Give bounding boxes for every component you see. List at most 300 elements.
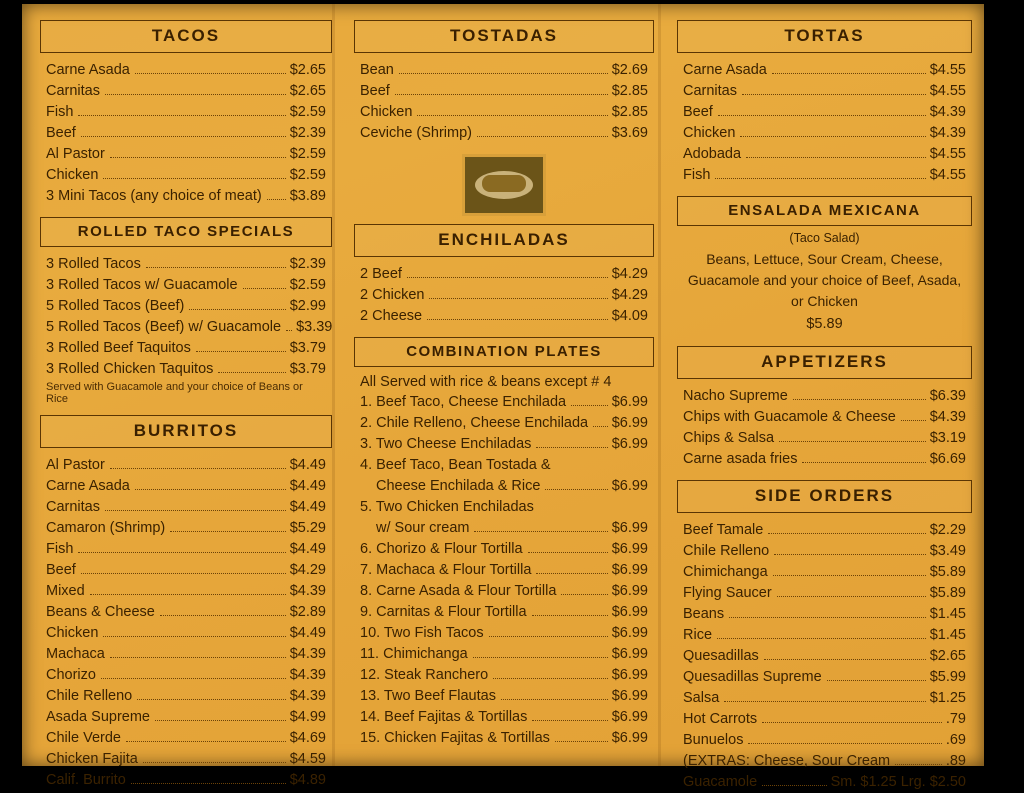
- list-item: [360, 539, 648, 560]
- item-name: 9. Carnitas & Flour Tortilla: [360, 604, 527, 621]
- item-price: $3.89: [289, 188, 326, 205]
- item-name: 6. Chorizo & Flour Tortilla: [360, 541, 523, 558]
- item-price: $4.39: [289, 646, 326, 663]
- leader-dots: [196, 351, 286, 352]
- menu-sheet: [22, 4, 984, 791]
- item-name: Beef: [360, 83, 390, 100]
- leader-dots: [267, 199, 286, 200]
- item-price: $1.45: [929, 606, 966, 623]
- item-price: $4.09: [611, 308, 648, 325]
- section-side-orders: [677, 480, 972, 793]
- list-item: [46, 770, 326, 791]
- item-price: $4.39: [929, 125, 966, 142]
- list-item: [46, 518, 326, 539]
- item-price: $5.89: [929, 564, 966, 581]
- list-item: [360, 497, 648, 518]
- leader-dots: [137, 699, 285, 700]
- item-name: 11. Chimichanga: [360, 646, 468, 663]
- item-name: Mixed: [46, 583, 85, 600]
- list-item: [683, 520, 966, 541]
- list-item: [683, 144, 966, 165]
- item-price: $4.39: [289, 583, 326, 600]
- section-title-tacos: TACOS: [40, 20, 332, 53]
- item-price: $4.49: [289, 499, 326, 516]
- list-item: [683, 386, 966, 407]
- leader-dots: [774, 554, 925, 555]
- leader-dots: [477, 136, 608, 137]
- item-name: (EXTRAS: Cheese, Sour Cream: [683, 753, 891, 770]
- section-rolled-taco-specials: [40, 217, 332, 405]
- item-name: Al Pastor: [46, 146, 105, 163]
- item-name: Beef Tamale: [683, 522, 764, 539]
- item-name: Ceviche (Shrimp): [360, 125, 472, 142]
- fold-line-right: [658, 4, 661, 766]
- item-price: .79: [945, 711, 966, 728]
- leader-dots: [768, 533, 925, 534]
- leader-dots: [473, 657, 608, 658]
- section-ensalada-mexicana: [677, 196, 972, 336]
- item-price: .89: [945, 753, 966, 770]
- list-item: [46, 728, 326, 749]
- section-title-enchiladas: ENCHILADAS: [354, 224, 654, 257]
- list-item: [360, 285, 648, 306]
- section-tortas: [677, 20, 972, 186]
- item-price: $2.39: [289, 256, 326, 273]
- leader-dots: [429, 298, 607, 299]
- list-item: [46, 560, 326, 581]
- item-name: 3 Rolled Tacos w/ Guacamole: [46, 277, 238, 294]
- leader-dots: [793, 399, 926, 400]
- section-title-tortas: TORTAS: [677, 20, 972, 53]
- list-item: [46, 338, 326, 359]
- item-price: $6.69: [929, 451, 966, 468]
- item-price: $4.69: [289, 730, 326, 747]
- item-price: $6.99: [611, 604, 648, 621]
- item-price: $1.25: [929, 690, 966, 707]
- section-tacos: [40, 20, 332, 207]
- leader-dots: [746, 157, 926, 158]
- leader-dots: [762, 785, 826, 786]
- item-price: $6.99: [611, 415, 648, 432]
- item-price: $4.49: [289, 457, 326, 474]
- list-item: [683, 428, 966, 449]
- burritos-list: [40, 455, 332, 791]
- list-item: [683, 165, 966, 186]
- item-name: Beef: [683, 104, 713, 121]
- item-price: $4.99: [289, 709, 326, 726]
- item-name: 2 Cheese: [360, 308, 423, 325]
- leader-dots: [110, 657, 286, 658]
- leader-dots: [779, 441, 926, 442]
- item-name: Chicken Fajita: [46, 751, 138, 768]
- item-price: $2.59: [289, 167, 326, 184]
- item-price: $6.99: [611, 688, 648, 705]
- leader-dots: [395, 94, 608, 95]
- rolled-taco-specials-list: [40, 254, 332, 380]
- leader-dots: [536, 447, 607, 448]
- leader-dots: [135, 489, 286, 490]
- item-price: $2.59: [289, 104, 326, 121]
- list-item: [46, 165, 326, 186]
- item-name: Carne Asada: [46, 478, 130, 495]
- item-price: $4.39: [289, 667, 326, 684]
- leader-dots: [501, 699, 608, 700]
- item-price: $6.99: [611, 520, 648, 537]
- list-item: [46, 665, 326, 686]
- leader-dots: [110, 468, 286, 469]
- list-item: [360, 602, 648, 623]
- item-name: Chile Relleno: [683, 543, 770, 560]
- item-price: $6.99: [611, 625, 648, 642]
- list-item: [683, 583, 966, 604]
- item-price: $6.99: [611, 730, 648, 747]
- item-name: Hot Carrots: [683, 711, 758, 728]
- left-column: [40, 20, 333, 789]
- list-item: [46, 254, 326, 275]
- leader-dots: [286, 330, 292, 331]
- item-name: 12. Steak Ranchero: [360, 667, 489, 684]
- item-price: $4.49: [289, 625, 326, 642]
- item-name: Salsa: [683, 690, 720, 707]
- item-price: $5.89: [929, 585, 966, 602]
- item-price: .69: [945, 732, 966, 749]
- item-name: Flying Saucer: [683, 585, 772, 602]
- leader-dots: [103, 178, 285, 179]
- item-price: $4.49: [289, 478, 326, 495]
- list-item: [46, 317, 333, 338]
- leader-dots: [105, 510, 286, 511]
- leader-dots: [399, 73, 608, 74]
- section-title-burritos: BURRITOS: [40, 415, 332, 448]
- section-enchiladas: [354, 224, 654, 327]
- leader-dots: [715, 178, 925, 179]
- leader-dots: [532, 720, 607, 721]
- fold-line-left: [332, 4, 335, 766]
- item-price: $6.99: [611, 667, 648, 684]
- leader-dots: [474, 531, 607, 532]
- item-name: 2. Chile Relleno, Cheese Enchilada: [360, 415, 589, 432]
- list-item: [683, 449, 966, 470]
- list-item: [46, 686, 326, 707]
- item-name: Chile Verde: [46, 730, 121, 747]
- list-item: [46, 81, 326, 102]
- leader-dots: [777, 596, 926, 597]
- item-name: Carnitas: [683, 83, 737, 100]
- item-price: $4.39: [929, 104, 966, 121]
- leader-dots: [170, 531, 285, 532]
- item-price: $6.99: [611, 541, 648, 558]
- item-name: Carne asada fries: [683, 451, 798, 468]
- list-item: [683, 751, 966, 772]
- list-item: [360, 392, 648, 413]
- item-name: Chorizo: [46, 667, 96, 684]
- item-price: $6.99: [611, 436, 648, 453]
- item-name: Bunuelos: [683, 732, 744, 749]
- leader-dots: [724, 701, 925, 702]
- item-name: 8. Carne Asada & Flour Tortilla: [360, 583, 557, 600]
- list-item: [46, 144, 326, 165]
- leader-dots: [81, 573, 286, 574]
- leader-dots: [135, 73, 286, 74]
- leader-dots: [78, 552, 285, 553]
- leader-dots: [571, 405, 608, 406]
- item-name: Camaron (Shrimp): [46, 520, 166, 537]
- item-price: $1.45: [929, 627, 966, 644]
- leader-dots: [103, 636, 285, 637]
- section-title-side-orders: SIDE ORDERS: [677, 480, 972, 513]
- list-item: [360, 707, 648, 728]
- item-price: $3.49: [929, 543, 966, 560]
- item-price: $4.39: [929, 409, 966, 426]
- list-item: [46, 497, 326, 518]
- leader-dots: [593, 426, 608, 427]
- list-item: [683, 60, 966, 81]
- item-name: 4. Beef Taco, Bean Tostada &: [360, 457, 551, 474]
- leader-dots: [126, 741, 286, 742]
- item-price: $3.69: [611, 125, 648, 142]
- leader-dots: [143, 762, 286, 763]
- item-name: 7. Machaca & Flour Tortilla: [360, 562, 532, 579]
- leader-dots: [901, 420, 926, 421]
- list-item: [360, 455, 648, 476]
- item-name: Beans & Cheese: [46, 604, 155, 621]
- item-name: 2 Chicken: [360, 287, 425, 304]
- item-price: $4.55: [929, 146, 966, 163]
- item-name: Quesadillas Supreme: [683, 669, 822, 686]
- right-column: [677, 20, 972, 791]
- list-item: [683, 123, 966, 144]
- list-item: [683, 646, 966, 667]
- item-price: $6.99: [611, 394, 648, 411]
- list-item: [683, 709, 966, 730]
- item-name: Fish: [46, 104, 74, 121]
- item-price: $2.69: [611, 62, 648, 78]
- list-item: [46, 581, 326, 602]
- list-item: [683, 562, 966, 583]
- item-price: $6.99: [611, 709, 648, 726]
- item-price: $2.89: [289, 604, 326, 621]
- item-name: Chicken: [683, 125, 736, 142]
- list-item: [683, 102, 966, 123]
- item-price: $6.99: [611, 646, 648, 663]
- item-name: Carnitas: [46, 499, 100, 516]
- leader-dots: [717, 638, 926, 639]
- item-name: Rice: [683, 627, 713, 644]
- list-item: [683, 407, 966, 428]
- section-title-tostadas: TOSTADAS: [354, 20, 654, 53]
- list-item: [46, 359, 326, 380]
- item-name: 5 Rolled Tacos (Beef) w/ Guacamole: [46, 319, 282, 336]
- section-title-rolled-taco-specials: ROLLED TACO SPECIALS: [40, 217, 332, 247]
- leader-dots: [427, 319, 608, 320]
- leader-dots: [772, 73, 926, 74]
- item-price: $4.29: [289, 562, 326, 579]
- item-name: 5 Rolled Tacos (Beef): [46, 298, 185, 315]
- list-item: [46, 602, 326, 623]
- item-price: $2.65: [289, 83, 326, 100]
- item-price: $2.65: [929, 648, 966, 665]
- item-name: Fish: [683, 167, 711, 184]
- leader-dots: [827, 680, 926, 681]
- leader-dots: [110, 157, 286, 158]
- leader-dots: [762, 722, 942, 723]
- leader-dots: [131, 783, 286, 784]
- item-price: $2.59: [289, 277, 326, 294]
- item-name: Chicken: [360, 104, 413, 121]
- section-appetizers: [677, 346, 972, 470]
- tostadas-list: [354, 60, 654, 144]
- leader-dots: [160, 615, 286, 616]
- leader-dots: [561, 594, 607, 595]
- item-price: $5.29: [289, 520, 326, 537]
- item-name: Chips with Guacamole & Cheese: [683, 409, 896, 426]
- list-item: [360, 60, 648, 81]
- item-name: 3 Rolled Chicken Taquitos: [46, 361, 214, 378]
- item-name: 10. Two Fish Tacos: [360, 625, 484, 642]
- item-name: Nacho Supreme: [683, 388, 788, 405]
- list-item: [683, 604, 966, 625]
- list-item: [46, 539, 326, 560]
- item-price: $2.85: [611, 83, 648, 100]
- item-price: $6.39: [929, 388, 966, 405]
- middle-column: [354, 20, 654, 758]
- leader-dots: [489, 636, 608, 637]
- leader-dots: [764, 659, 926, 660]
- item-price: $6.99: [611, 562, 648, 579]
- food-shape: [482, 175, 526, 192]
- ensalada-price: $5.89: [806, 316, 843, 333]
- item-name: 1. Beef Taco, Cheese Enchilada: [360, 394, 567, 411]
- item-name: 2 Beef: [360, 266, 402, 283]
- list-item: [360, 306, 648, 327]
- item-name: Calif. Burrito: [46, 772, 126, 789]
- leader-dots: [532, 615, 608, 616]
- item-name: Fish: [46, 541, 74, 558]
- list-item: [46, 749, 326, 770]
- item-name: 15. Chicken Fajitas & Tortillas: [360, 730, 550, 747]
- leader-dots: [155, 720, 286, 721]
- leader-dots: [407, 277, 608, 278]
- leader-dots: [189, 309, 285, 310]
- list-item: [360, 81, 648, 102]
- list-item: [360, 434, 648, 455]
- item-name: Quesadillas: [683, 648, 759, 665]
- item-name: Beef: [46, 125, 76, 142]
- item-price: $3.39: [296, 319, 333, 336]
- item-price: $2.29: [929, 522, 966, 539]
- list-item: [360, 102, 648, 123]
- item-price: $4.55: [929, 83, 966, 100]
- section-title-combination-plates: COMBINATION PLATES: [354, 337, 654, 367]
- item-price: $4.29: [611, 266, 648, 283]
- list-item: [46, 476, 326, 497]
- item-price: $6.99: [611, 478, 648, 495]
- item-price: $5.99: [929, 669, 966, 686]
- item-price: $2.59: [289, 146, 326, 163]
- item-name: 13. Two Beef Flautas: [360, 688, 496, 705]
- section-title-appetizers: APPETIZERS: [677, 346, 972, 379]
- item-name: Machaca: [46, 646, 105, 663]
- item-price: $4.55: [929, 62, 966, 78]
- leader-dots: [417, 115, 607, 116]
- combination-plates-list: [354, 392, 654, 749]
- item-price: $4.89: [289, 772, 326, 789]
- item-name: Chimichanga: [683, 564, 768, 581]
- leader-dots: [81, 136, 286, 137]
- item-name: Beef: [46, 562, 76, 579]
- list-item: [683, 81, 966, 102]
- item-name: 5. Two Chicken Enchiladas: [360, 499, 534, 516]
- list-item: [683, 688, 966, 709]
- item-name-continued: Cheese Enchilada & Rice: [376, 478, 541, 495]
- leader-dots: [718, 115, 926, 116]
- list-item-continuation: [360, 518, 648, 539]
- item-name: 3. Two Cheese Enchiladas: [360, 436, 532, 453]
- list-item: [46, 296, 326, 317]
- list-item: [360, 560, 648, 581]
- leader-dots: [218, 372, 285, 373]
- leader-dots: [146, 267, 286, 268]
- list-item: [683, 541, 966, 562]
- item-name: Carne Asada: [46, 62, 130, 78]
- item-price: $4.29: [611, 287, 648, 304]
- combination-plates-intro: All Served with rice & beans except # 4: [360, 374, 612, 391]
- leader-dots: [528, 552, 608, 553]
- item-name: 3 Rolled Beef Taquitos: [46, 340, 191, 357]
- ensalada-subtitle: (Taco Salad): [789, 231, 860, 246]
- leader-dots: [555, 741, 608, 742]
- item-price: $2.85: [611, 104, 648, 121]
- list-item: [46, 186, 326, 207]
- list-item: [683, 772, 966, 793]
- list-item: [46, 623, 326, 644]
- list-item: [360, 413, 648, 434]
- item-name: Asada Supreme: [46, 709, 150, 726]
- list-item: [360, 665, 648, 686]
- leader-dots: [748, 743, 941, 744]
- list-item: [360, 623, 648, 644]
- item-price: $3.79: [289, 340, 326, 357]
- side-orders-list: [677, 520, 972, 793]
- tacos-list: [40, 60, 332, 207]
- list-item: [46, 102, 326, 123]
- item-name: Chips & Salsa: [683, 430, 775, 447]
- item-name: Chile Relleno: [46, 688, 133, 705]
- list-item: [360, 123, 648, 144]
- item-name: 3 Rolled Tacos: [46, 256, 141, 273]
- item-price: $2.39: [289, 125, 326, 142]
- list-item: [683, 667, 966, 688]
- list-item: [46, 123, 326, 144]
- item-price: $4.55: [929, 167, 966, 184]
- list-item: [360, 728, 648, 749]
- leader-dots: [742, 94, 926, 95]
- rolled-taco-note: Served with Guacamole and your choice of Beans or Rice: [46, 381, 303, 406]
- tortas-list: [677, 60, 972, 186]
- list-item: [360, 264, 648, 285]
- list-item: [46, 644, 326, 665]
- leader-dots: [895, 764, 942, 765]
- item-name: Guacamole: [683, 774, 758, 791]
- item-name: Al Pastor: [46, 457, 105, 474]
- food-photo-image: [462, 154, 546, 216]
- item-price: Sm. $1.25 Lrg. $2.50: [830, 774, 966, 791]
- section-title-ensalada-mexicana: ENSALADA MEXICANA: [677, 196, 972, 226]
- list-item: [46, 455, 326, 476]
- leader-dots: [545, 489, 607, 490]
- leader-dots: [105, 94, 286, 95]
- list-item: [46, 60, 326, 81]
